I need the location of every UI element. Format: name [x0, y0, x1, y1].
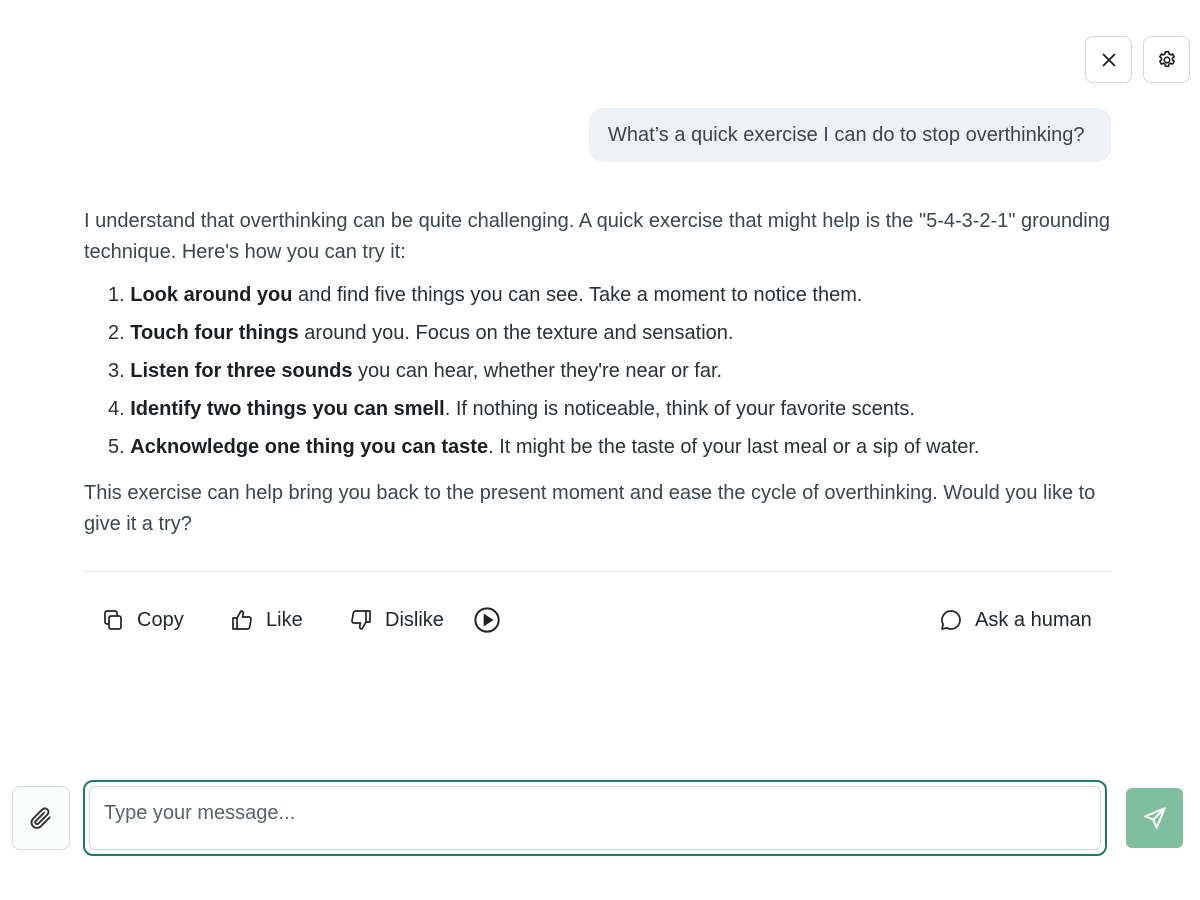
close-button[interactable]	[1085, 36, 1132, 83]
step-number: 5.	[108, 436, 125, 458]
gear-icon	[1156, 49, 1178, 71]
step-number: 3.	[108, 360, 125, 382]
list-item	[108, 314, 1114, 352]
list-item	[108, 352, 1114, 390]
step-bold-text: Look around you	[130, 284, 293, 306]
thumbs-up-icon	[230, 608, 254, 632]
copy-label: Copy	[137, 608, 184, 631]
step-text: around you. Focus on the texture and sensation.	[298, 322, 734, 344]
steps-list	[108, 276, 1114, 466]
ask-human-label: Ask a human	[975, 608, 1092, 631]
copy-button[interactable]	[101, 603, 184, 637]
thumbs-down-icon	[349, 608, 373, 632]
step-number: 4.	[108, 398, 125, 420]
copy-icon	[101, 608, 125, 632]
ask-human-button[interactable]	[939, 603, 1092, 637]
send-icon	[1142, 805, 1168, 831]
play-icon	[473, 606, 501, 634]
step-number: 1.	[108, 284, 125, 306]
step-bold-text: Touch four things	[130, 322, 299, 344]
step-bold-text: Listen for three sounds	[130, 360, 353, 382]
step-text: . It might be the taste of your last meal or a sip of water.	[488, 436, 980, 458]
message-actions	[0, 603, 1200, 637]
like-label: Like	[266, 608, 303, 631]
list-item	[108, 276, 1114, 314]
play-audio-button[interactable]	[473, 603, 501, 637]
assistant-closing: This exercise can help bring you back to the present moment and ease the cycle of overthinking. Would you like to give it a try?	[84, 482, 1096, 535]
message-input-wrapper	[83, 780, 1107, 856]
close-icon	[1098, 49, 1120, 71]
attach-button[interactable]	[12, 786, 70, 850]
step-text: and find five things you can see. Take a moment to notice them.	[292, 284, 863, 306]
step-text: . If nothing is noticeable, think of your favorite scents.	[444, 398, 915, 420]
user-message-bubble: What’s a quick exercise I can do to stop overthinking?	[589, 108, 1111, 162]
divider	[84, 571, 1112, 572]
step-number: 2.	[108, 322, 125, 344]
assistant-message	[84, 206, 1114, 540]
list-item	[108, 428, 1114, 466]
dislike-label: Dislike	[385, 608, 444, 631]
step-bold-text: Acknowledge one thing you can taste	[130, 436, 489, 458]
list-item	[108, 390, 1114, 428]
assistant-intro: I understand that overthinking can be quite challenging. A quick exercise that might help is the "5-4-3-2-1" grounding technique. Here's how you can try it:	[84, 210, 1110, 263]
paperclip-icon	[28, 805, 54, 831]
dislike-button[interactable]	[349, 603, 444, 637]
step-bold-text: Identify two things you can smell	[130, 398, 445, 420]
like-button[interactable]	[230, 603, 303, 637]
settings-button[interactable]	[1143, 36, 1190, 83]
chat-bubble-icon	[939, 608, 963, 632]
message-input[interactable]	[89, 786, 1101, 850]
step-text: you can hear, whether they're near or far.	[352, 360, 723, 382]
send-button[interactable]	[1126, 788, 1183, 848]
